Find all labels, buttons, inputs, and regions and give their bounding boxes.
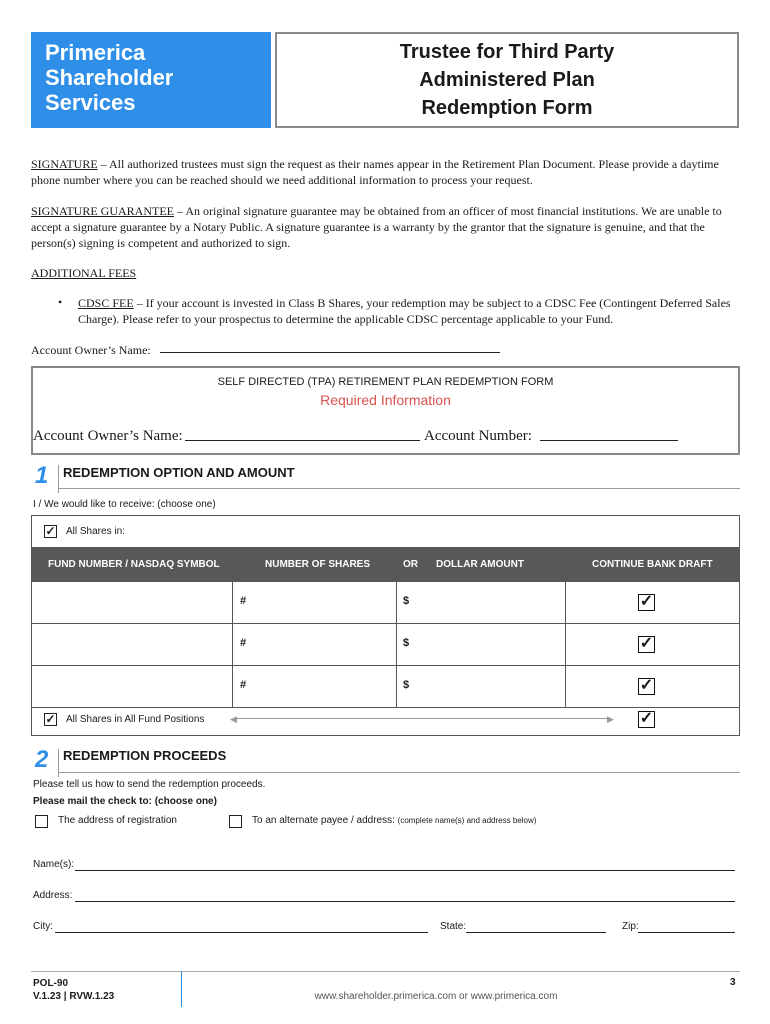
form-title-line-3: Redemption Form xyxy=(421,97,593,119)
alternate-payee-note: (complete name(s) and address below) xyxy=(397,816,537,825)
all-shares-label: All Shares in: xyxy=(66,526,125,537)
brand-line-3: Services xyxy=(45,90,136,115)
alternate-payee-checkbox[interactable] xyxy=(229,815,242,828)
shares-field[interactable]: # xyxy=(240,679,247,691)
tpa-owner-label: Account Owner’s Name: xyxy=(33,428,183,444)
bullet-dot: • xyxy=(58,295,63,309)
span-arrow xyxy=(235,718,611,719)
fees-heading: ADDITIONAL FEES xyxy=(31,266,137,280)
zip-label: Zip: xyxy=(622,921,639,932)
alternate-payee-label xyxy=(252,815,536,826)
mail-check-label: Please mail the check to: (choose one) xyxy=(33,796,217,807)
guarantee-heading: SIGNATURE GUARANTEE xyxy=(31,204,174,218)
redemption-table xyxy=(31,515,740,736)
table-row xyxy=(32,581,739,623)
cdsc-text: – If your account is invested in Class B Shares, your redemption may be subject to a CDSC Fee (Contingent Deferred Sales Charge). Please refer to your prospectus to determine the applicable CDSC percentage applicable to your Fund. xyxy=(78,296,731,326)
all-positions-label: All Shares in All Fund Positions xyxy=(66,714,205,725)
brand-line-2: Shareholder xyxy=(45,65,174,90)
owner-name-label: Account Owner’s Name: xyxy=(31,343,151,357)
form-title-line-2: Administered Plan xyxy=(419,69,595,91)
cdsc-heading: CDSC FEE xyxy=(78,296,134,310)
page-number: 3 xyxy=(730,977,736,988)
dollar-field[interactable]: $ xyxy=(403,595,410,607)
form-code: POL-90 xyxy=(33,978,69,989)
registration-address-checkbox[interactable] xyxy=(35,815,48,828)
form-version: V.1.23 | RVW.1.23 xyxy=(33,991,115,1002)
dollar-field[interactable]: $ xyxy=(403,679,410,691)
zip-field[interactable] xyxy=(638,932,735,933)
bank-draft-checkbox[interactable]: ✓ xyxy=(639,593,654,610)
footer-form-info xyxy=(33,977,114,1003)
section-2-title: REDEMPTION PROCEEDS xyxy=(63,748,227,763)
address-label: Address: xyxy=(33,890,73,901)
names-label: Name(s): xyxy=(33,859,75,870)
section-1-title: REDEMPTION OPTION AND AMOUNT xyxy=(63,465,295,480)
tpa-account-field[interactable] xyxy=(540,440,678,441)
brand-line-1: Primerica xyxy=(45,40,146,65)
all-positions-checkbox[interactable]: ✓ xyxy=(45,712,56,726)
form-title-line-1: Trustee for Third Party xyxy=(399,41,615,63)
table-header xyxy=(32,547,739,581)
signature-paragraph xyxy=(31,156,741,188)
form-title-box xyxy=(275,32,739,128)
brand-box xyxy=(31,32,271,128)
footer-website: www.shareholder.primerica.com or www.primerica.com xyxy=(314,991,558,1002)
bank-draft-checkbox[interactable]: ✓ xyxy=(639,677,654,694)
alternate-payee-text: To an alternate payee / address: xyxy=(252,815,395,826)
owner-name-field[interactable] xyxy=(160,352,500,353)
cdsc-paragraph xyxy=(78,295,738,327)
col-or: OR xyxy=(403,559,418,570)
shares-field[interactable]: # xyxy=(240,637,247,649)
names-field[interactable] xyxy=(75,870,735,871)
address-field[interactable] xyxy=(75,901,735,902)
col-shares: NUMBER OF SHARES xyxy=(265,559,371,570)
arrow-right-icon: ▶ xyxy=(607,714,614,724)
guarantee-paragraph xyxy=(31,203,741,251)
required-information-label: Required Information xyxy=(320,392,451,408)
section-1-rule xyxy=(58,488,740,489)
fees-heading-wrap xyxy=(31,265,741,281)
footer-rule xyxy=(31,971,740,972)
tpa-account-label: Account Number: xyxy=(424,428,532,444)
table-row xyxy=(32,665,739,707)
city-label: City: xyxy=(33,921,53,932)
col-dollar: DOLLAR AMOUNT xyxy=(436,559,524,570)
city-field[interactable] xyxy=(55,932,428,933)
all-positions-bank-checkbox[interactable]: ✓ xyxy=(639,710,654,727)
section-1-instruction: I / We would like to receive: (choose one) xyxy=(33,499,216,510)
col-fund: FUND NUMBER / NASDAQ SYMBOL xyxy=(48,559,220,570)
guarantee-text: – An original signature guarantee may be obtained from an officer of most financial institutions. We are unable to accept a signature guarantee by a Notary Public. A signature guarantee is a warranty by the grantor that the signature is genuine, and that the person(s) signing is competent and authorized to sign. xyxy=(31,204,722,250)
dollar-field[interactable]: $ xyxy=(403,637,410,649)
section-2-number: 2 xyxy=(35,746,49,773)
all-shares-checkbox[interactable]: ✓ xyxy=(45,524,56,538)
arrow-left-icon: ◀ xyxy=(230,714,237,724)
col-bank: CONTINUE BANK DRAFT xyxy=(592,559,713,570)
section-1-number: 1 xyxy=(35,462,49,489)
bank-draft-checkbox[interactable]: ✓ xyxy=(639,635,654,652)
table-row xyxy=(32,623,739,665)
state-label: State: xyxy=(440,921,467,932)
tpa-owner-field[interactable] xyxy=(185,440,420,441)
tpa-required-box xyxy=(31,366,740,455)
registration-address-label: The address of registration xyxy=(58,815,177,826)
shares-field[interactable]: # xyxy=(240,595,247,607)
signature-text: – All authorized trustees must sign the request as their names appear in the Retirement Plan Document. Please provide a daytime phone number where you can be reached should we need additional information to process your request. xyxy=(31,157,719,187)
all-positions-row xyxy=(32,707,739,749)
state-field[interactable] xyxy=(466,932,606,933)
tpa-title: SELF DIRECTED (TPA) RETIREMENT PLAN REDEMPTION FORM xyxy=(217,376,554,388)
section-2-rule xyxy=(58,772,740,773)
signature-heading: SIGNATURE xyxy=(31,157,98,171)
section-2-instruction: Please tell us how to send the redemption proceeds. xyxy=(33,779,266,790)
